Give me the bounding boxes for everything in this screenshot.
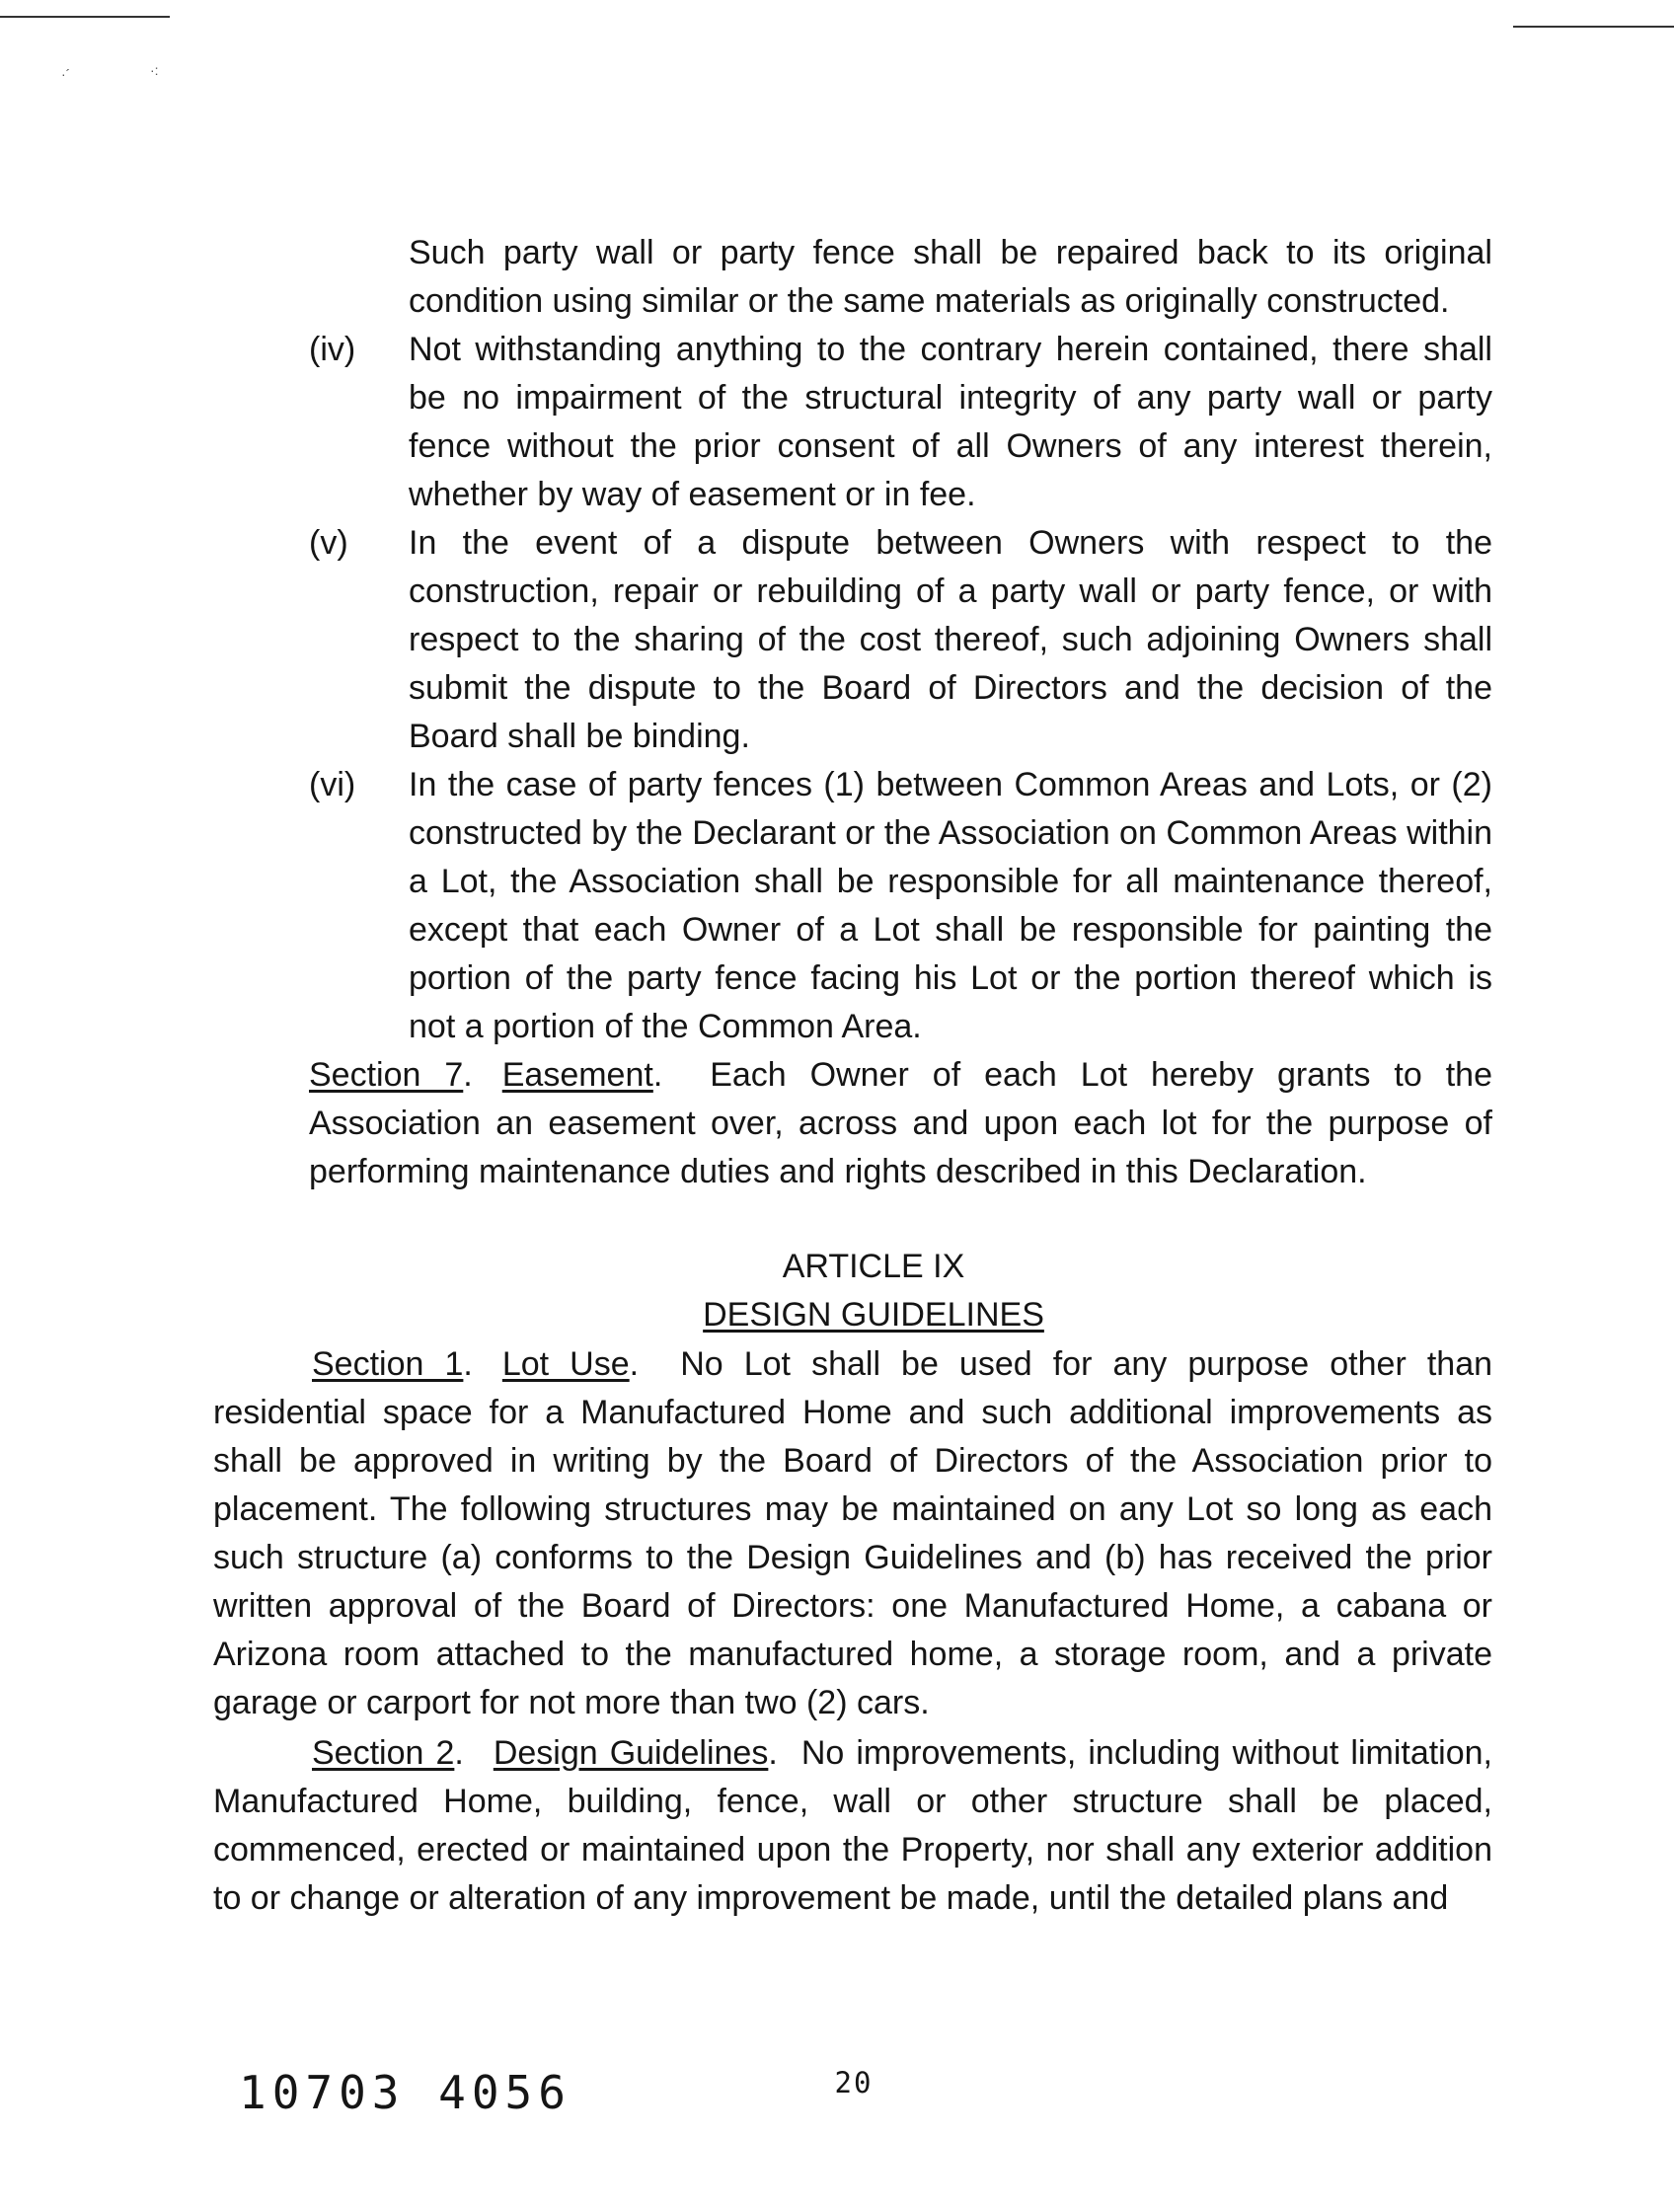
section-7-paragraph: Section 7. Easement. Each Owner of each Lot hereby grants to the Association an easement over, across and upon each lot for the purpose of performing maintenance duties and rights described in this Declaration.	[309, 1056, 1492, 1190]
section-2-title: Design Guidelines	[493, 1734, 769, 1772]
list-item-text: Not withstanding anything to the contrary herein contained, there shall be no impairment of the structural integrity of any party wall or party fence without the prior consent of all Owners of any interest therein, whether by way of easement or in fee.	[409, 331, 1492, 513]
list-item-text: In the case of party fences (1) between Common Areas and Lots, or (2) constructed by the Declarant or the Association on Common Areas within a Lot, the Association shall be responsible for all maintenance thereof, except that each Owner of a Lot shall be responsible for painting the portion of the party fence facing his Lot or the portion thereof which is not a portion of the Common Area.	[409, 766, 1493, 1045]
section-1-title: Lot Use	[501, 1345, 630, 1383]
page-number: 20	[834, 2066, 874, 2099]
scan-speck: ·´	[61, 66, 71, 82]
list-item-number: (v)	[309, 524, 348, 562]
section-7-text: Each Owner of each Lot hereby grants to the Association an easement over, across and upon each lot for the purpose of performing maintenance duties and rights described in this Declaration.	[309, 1056, 1492, 1190]
list-item-text: In the event of a dispute between Owners with respect to the construction, repair or rebuilding of a party wall or party fence, or with respect to the sharing of the cost thereof, such adjoining Owners shall submit the dispute to the Board of Directors and the decision of the Board shall be binding.	[409, 524, 1492, 755]
scan-speck: ·:	[150, 62, 159, 78]
scan-edge-line-right	[1513, 26, 1674, 28]
list-item-number: (iv)	[309, 331, 356, 368]
record-number: 10703 4056	[239, 2066, 571, 2119]
list-item-number: (vi)	[309, 766, 356, 803]
article-title: DESIGN GUIDELINES	[703, 1296, 1044, 1334]
section-1-paragraph: Section 1. Lot Use. No Lot shall be used for any purpose other than residential space for a Manufactured Home and such additional improvements as shall be approved in writing by the Board of Directors of the Association prior to placement. The following structures may be maintained on any Lot so long as each such structure (a) conforms to the Design Guidelines and (b) has received the prior written approval of the Board of Directors: one Manufactured Home, a cabana or Arizona room attached to the manufactured home, a storage room, and a private garage or carport for not more than two (2) cars.	[213, 1345, 1493, 1721]
section-1-text: No Lot shall be used for any purpose other than residential space for a Manufactured Home and such additional improvements as shall be approved in writing by the Board of Directors of the Association prior to placement. The following structures may be maintained on any Lot so long as each such structure (a) conforms to the Design Guidelines and (b) has received the prior written approval of the Board of Directors: one Manufactured Home, a cabana or Arizona room attached to the manufactured home, a storage room, and a private garage or carport for not more than two (2) cars.	[213, 1345, 1493, 1721]
section-1-label: Section 1	[312, 1345, 464, 1383]
section-2-label: Section 2	[312, 1734, 455, 1772]
article-number: ARTICLE IX	[782, 1248, 965, 1285]
section-7-title: Easement	[501, 1056, 653, 1094]
scan-edge-line-left	[0, 16, 170, 18]
continuation-paragraph: Such party wall or party fence shall be repaired back to its original condition using similar or the same materials as originally constructed.	[409, 234, 1492, 320]
section-2-paragraph: Section 2. Design Guidelines. No improvements, including without limitation, Manufactured Home, building, fence, wall or other structure shall be placed, commenced, erected or maintained upon the Property, nor shall any exterior addition to or change or alteration of any improvement be made, until the detailed plans and	[213, 1734, 1492, 1917]
section-2-text: No improvements, including without limitation, Manufactured Home, building, fence, wall or other structure shall be placed, commenced, erected or maintained upon the Property, nor shall any exterior addition to or change or alteration of any improvement be made, until the detailed plans and	[213, 1734, 1492, 1917]
section-7-label: Section 7	[309, 1056, 464, 1094]
